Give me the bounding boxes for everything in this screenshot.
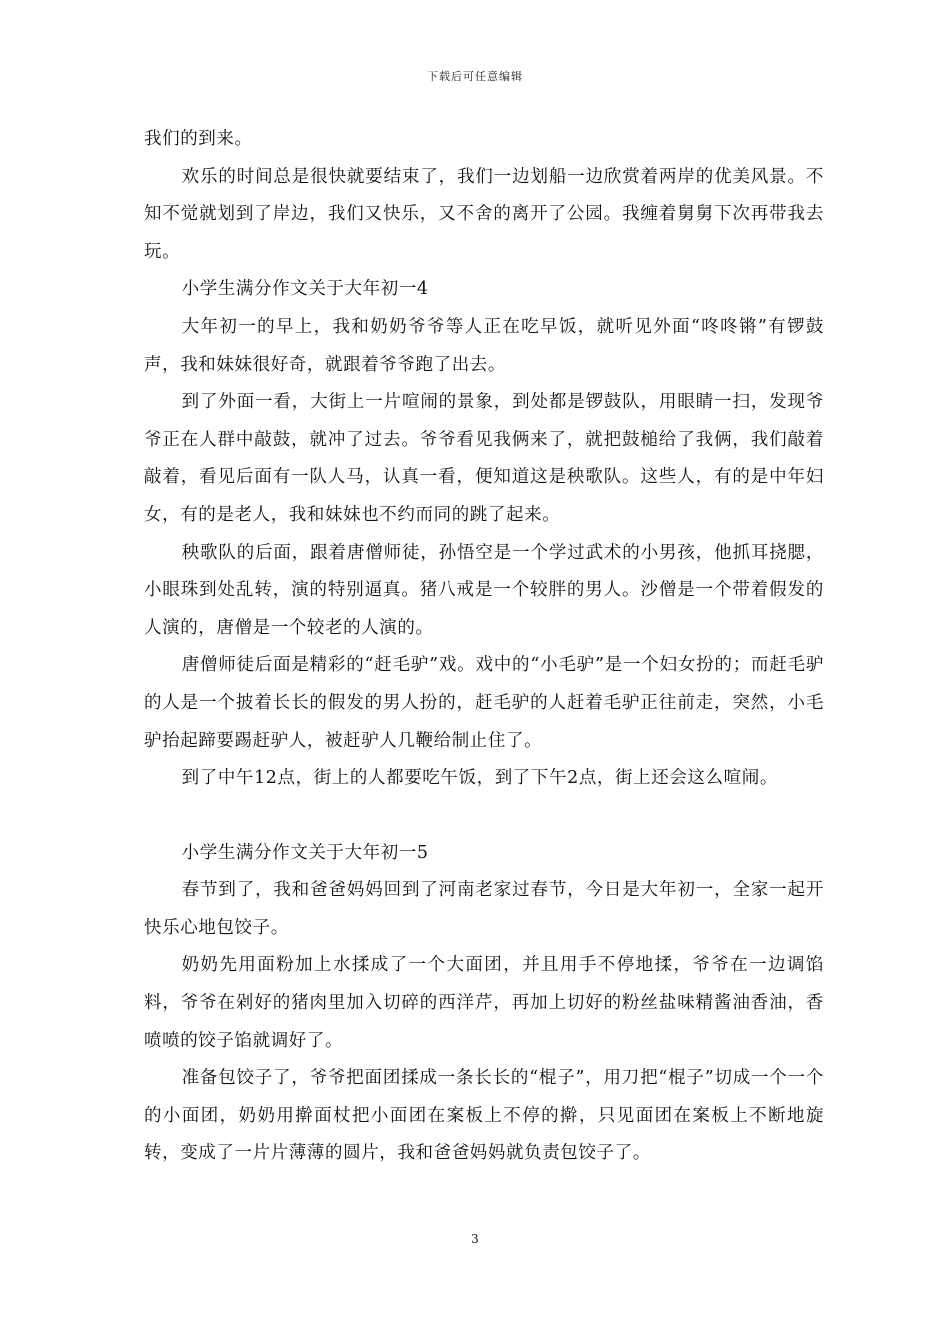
section-heading: 小学生满分作文关于大年初一5 [181, 842, 429, 863]
paragraph: 到了中午12点，街上的人都要吃午饭，到了下午2点，街上还会这么喧闹。 [181, 768, 778, 789]
paragraph: 唐僧师徒后面是精彩的“赶毛驴”戏。戏中的“小毛驴”是一个妇女扮的；而赶毛驴的人是一个披着长长的假发的男人扮的，赶毛驴的人赶着毛驴正往前走，突然，小毛驴抬起蹄要踢赶驴人，被赶驴人几鞭给制止住了。 [144, 655, 824, 751]
page-number: 3 [471, 1232, 479, 1246]
paragraph: 准备包饺子了，爷爷把面团揉成一条长长的“棍子”，用刀把“棍子”切成一个一个的小面团，奶奶用擀面杖把小面团在案板上不停的擀，只见面团在案板上不断地旋转，变成了一片片薄薄的圆片，我和爸爸妈妈就负责包饺子了。 [144, 1068, 824, 1164]
paragraph: 我们的到来。 [144, 129, 253, 149]
paragraph: 春节到了，我和爸爸妈妈回到了河南老家过春节，今日是大年初一，全家一起开快乐心地包饺子。 [144, 880, 824, 938]
page-header: 下载后可任意编辑 [427, 70, 523, 83]
paragraph: 秧歌队的后面，跟着唐僧师徒，孙悟空是一个学过武术的小男孩，他抓耳挠腮，小眼珠到处乱转，演的特别逼真。猪八戒是一个较胖的男人。沙僧是一个带着假发的人演的，唐僧是一个较老的人演的。 [144, 542, 824, 638]
document-body [144, 121, 824, 1173]
blank-line [144, 798, 824, 835]
paragraph: 到了外面一看，大街上一片喧闹的景象，到处都是锣鼓队，用眼睛一扫，发现爷爷正在人群中敲鼓，就冲了过去。爷爷看见我俩来了，就把鼓槌给了我俩，我们敲着敲着，看见后面有一队人马，认真一看，便知道这是秧歌队。这些人，有的是中年妇女，有的是老人，我和妹妹也不约而同的跳了起来。 [144, 392, 824, 525]
paragraph: 大年初一的早上，我和奶奶爷爷等人正在吃早饭，就听见外面“咚咚锵”有锣鼓声，我和妹妹很好奇，就跟着爷爷跑了出去。 [144, 316, 824, 375]
paragraph: 奶奶先用面粉加上水揉成了一个大面团，并且用手不停地揉，爷爷在一边调馅料，爷爷在剁好的猪肉里加入切碎的西洋芹，再加上切好的粉丝盐味精酱油香油，香喷喷的饺子馅就调好了。 [144, 955, 824, 1051]
section-heading: 小学生满分作文关于大年初一4 [181, 279, 429, 300]
paragraph: 欢乐的时间总是很快就要结束了，我们一边划船一边欣赏着两岸的优美风景。不知不觉就划到了岸边，我们又快乐，又不舍的离开了公园。我缠着舅舅下次再带我去玩。 [144, 166, 824, 262]
